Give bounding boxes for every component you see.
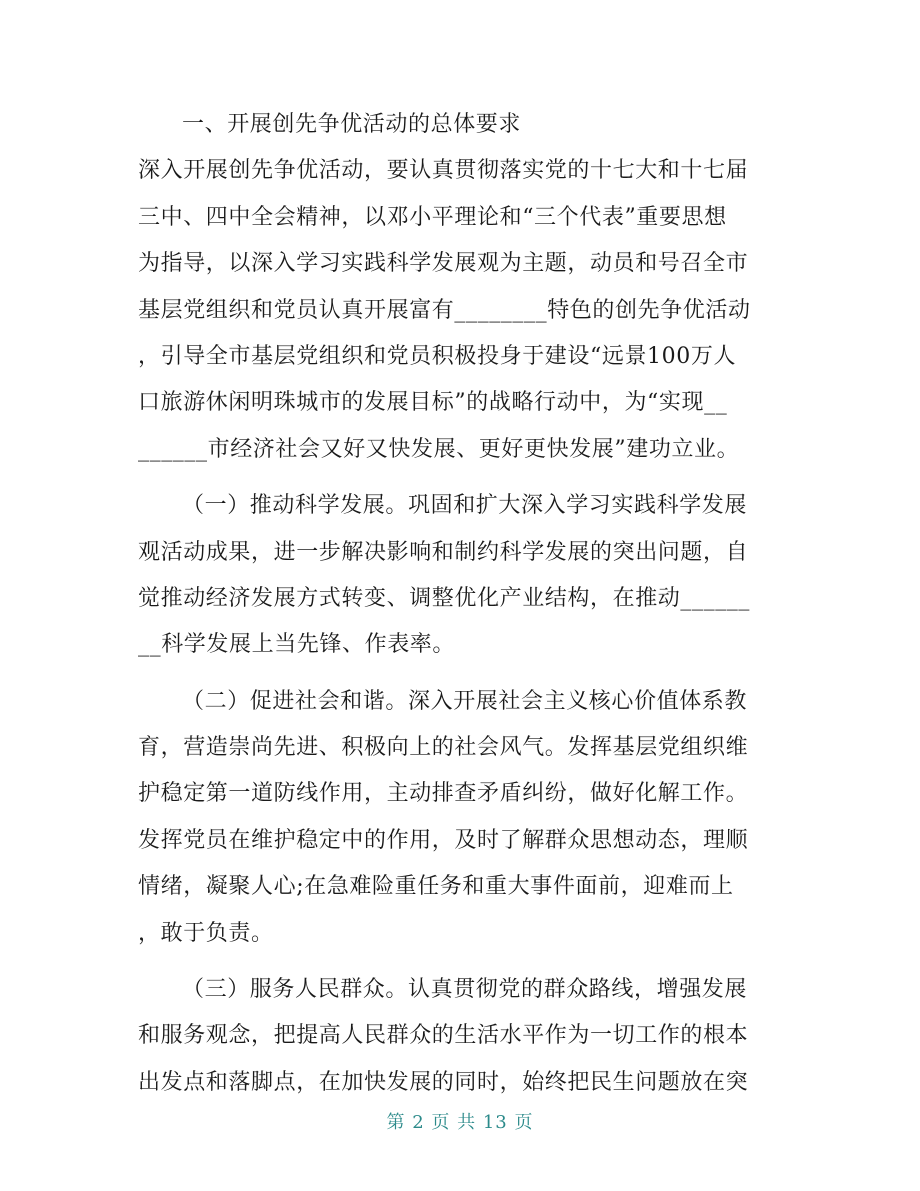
text-line: 情绪，凝聚人心;在急难险重任务和重大事件面前，迎难而上 (138, 874, 734, 900)
paragraph-first-line: （一）推动科学发展。巩固和扩大深入学习实践科学发展 (182, 493, 748, 519)
paragraph-gap (138, 669, 798, 679)
text-line: __科学发展上当先锋、作表率。 (138, 632, 456, 658)
text-line: 为指导，以深入学习实践科学发展观为主题，动员和号召全市 (138, 251, 749, 277)
paragraph-first-line: （三）服务人民群众。认真贯彻党的群众路线，增强发展 (182, 977, 748, 1003)
page-footer: 第 2 页 共 13 页 (386, 1112, 534, 1133)
text-line: ，敢于负责。 (138, 920, 274, 946)
paragraph-first-line: 一、开展创先争优活动的总体要求 (182, 112, 522, 137)
text-line: 三中、四中全会精神，以邓小平理论和“三个代表”重要思想 (138, 204, 727, 230)
paragraph-gap (138, 957, 798, 967)
paragraph-first-line: （二）促进社会和谐。深入开展社会主义核心价值体系教 (182, 688, 748, 714)
text-line: 深入开展创先争优活动，要认真贯彻落实党的十七大和十七届 (138, 158, 749, 184)
text-line: 觉推动经济发展方式转变、调整优化产业结构，在推动______ (138, 585, 751, 611)
text-line: 育，营造崇尚先进、积极向上的社会风气。发挥基层党组织维 (138, 735, 749, 761)
text-line: 护稳定第一道防线作用，主动排查矛盾纠纷，做好化解工作。 (138, 781, 749, 807)
text-line: ，引导全市基层党组织和党员积极投身于建设“远景100万人 (138, 343, 737, 369)
text-line: 观活动成果，进一步解决影响和制约科学发展的突出问题，自 (138, 539, 749, 565)
document-body (138, 102, 798, 1106)
text-line: 口旅游休闲明珠城市的发展目标”的战略行动中，为“实现__ (138, 390, 728, 416)
text-line: 出发点和落脚点，在加快发展的同时，始终把民生问题放在突 (138, 1069, 749, 1095)
text-line: 基层党组织和党员认真开展富有________特色的创先争优活动 (138, 297, 751, 323)
text-line: 发挥党员在维护稳定中的作用，及时了解群众思想动态，理顺 (138, 827, 749, 853)
text-line: 和服务观念，把提高人民群众的生活水平作为一切工作的根本 (138, 1023, 749, 1049)
text-line: ______市经济社会又好又快发展、更好更快发展”建功立业。 (138, 436, 740, 462)
paragraph-gap (138, 473, 798, 483)
